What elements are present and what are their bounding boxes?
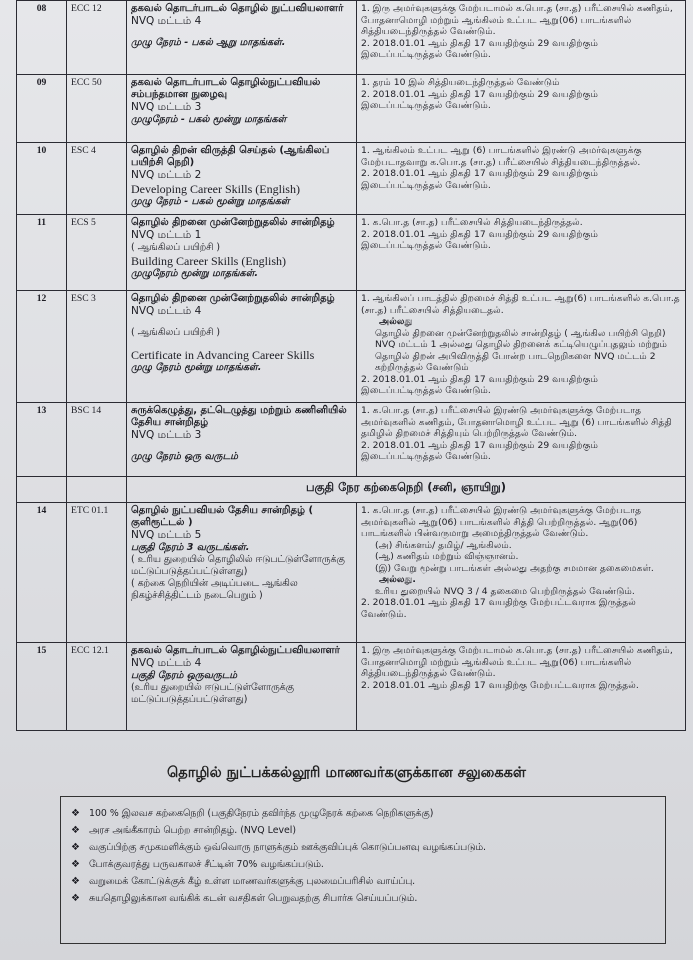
requirements-cell	[357, 643, 686, 731]
course-level: NVQ மட்டம் 1	[131, 229, 202, 241]
requirement: 1. க.பொ.த (சா.த) பரீட்சையில் இரண்டு அமர்வுகளுக்கு மேற்படாத அமர்வுகளில் கணிதம், போதனாமொழி உட்பட ஆறு (6) பாடங்களில் சித்தி தமிழில் திறமைச் சித்தியும் பெற்றிருத்தல் வேண்டும்.	[361, 405, 672, 439]
requirement: 1. க.பொ.த (சா.த) பரீட்சையில் இரண்டு அமர்வுகளுக்கு மேற்படாத அமர்வுகளில் ஆறு(06) பாடங்களில் சித்தி பெற்றிருத்தல். ஆறு(06) பாடங்களில் பின்வருமாறு அமைந்திருத்தல் வேண்டும்.	[361, 505, 642, 539]
diamond-bullet-icon: ❖	[71, 859, 80, 870]
table-row-12	[17, 291, 686, 403]
requirement: 2. 2018.01.01 ஆம் திகதி 17 வயதிற்கும் 29 வயதிற்கும் இடைப்பட்டிருத்தல் வேண்டும்.	[361, 439, 599, 462]
course-subtitle: ( ஆங்கிலப் பயிற்சி )	[131, 327, 221, 338]
requirements-cell	[357, 403, 686, 477]
course-title: தகவல் தொடர்பாடல் தொழில் நுட்பவியலாளர்	[131, 3, 344, 14]
course-number: 10	[17, 143, 67, 215]
requirement: 1. க.பொ.த (சா.த) பரீட்சையில் சித்தியடைந்திருத்தல்.	[361, 217, 583, 228]
benefits-heading: தொழில் நுட்பக்கல்லூரி மாணவர்களுக்கான சலுகைகள்	[166, 765, 527, 781]
course-duration: முழு நேரம் மூன்று மாதங்கள்.	[131, 362, 262, 373]
course-number: 11	[17, 215, 67, 291]
course-number: 13	[17, 403, 67, 477]
requirements-cell	[357, 1, 686, 75]
benefit-text: வறுமைக் கோட்டுக்குக் கீழ் உள்ள மாணவர்களுக்கு புலமைப்பரிசில் வாய்ப்பு.	[89, 876, 416, 887]
requirement: 2. 2018.01.01 ஆம் திகதி 17 வயதிற்கும் 29 வயதிற்கும் இடைப்பட்டிருத்தல் வேண்டும்.	[361, 37, 599, 60]
course-note: (உரிய துறையில் ஈடுபட்டுள்ளோருக்கு மட்டுப்படுத்தப்பட்டுள்ளது)	[131, 682, 294, 705]
course-title: தொழில் திறனை முன்னேற்றுதலில் சான்றிதழ்	[131, 293, 335, 304]
course-title-cell	[127, 403, 357, 477]
course-code: ECC 12	[67, 1, 127, 75]
course-title-cell	[127, 503, 357, 643]
table-row-13	[17, 403, 686, 477]
requirement-subject: (இ) வேறு மூன்று பாடங்கள் அல்லது அதற்கு சமமான தகைமைகள்.	[375, 562, 654, 574]
requirement-subject: (அ) சிங்களம்/ தமிழ்/ ஆங்கிலம்.	[375, 539, 512, 551]
course-title: தொழில் திறனை முன்னேற்றுதலில் சான்றிதழ்	[131, 217, 335, 228]
requirement-subject: (ஆ) கணிதம் மற்றும் விஞ்ஞானம்.	[375, 551, 519, 562]
course-title-cell	[127, 75, 357, 143]
table-row-08	[17, 1, 686, 75]
table-row-14	[17, 503, 686, 643]
requirement: 2. 2018.01.01 ஆம் திகதி 17 வயதிற்கு மேற்பட்டவராக இருத்தல்.	[361, 679, 639, 691]
course-number: 14	[17, 503, 67, 643]
course-level: NVQ மட்டம் 4	[131, 15, 202, 27]
requirement: தொழில் திறனை முன்னேற்றுதலில் சான்றிதழ் ( ஆங்கில பயிற்சி நெறி) NVQ மட்டம் 1 அல்லது தொழில் திறனைக் கட்டியெழுப்புதலும் மற்றும் தொழில் திறன் அபிவிருத்தி போன்ற பாடநெறிகளை NVQ மட்டம் 2 கற்றிருத்தல் வேண்டும்	[375, 327, 667, 373]
section-header-row	[17, 477, 686, 503]
course-level: NVQ மட்டம் 4	[131, 657, 202, 669]
course-code: ETC 01.1	[67, 503, 127, 643]
course-level: NVQ மட்டம் 4	[131, 305, 202, 317]
requirement: 1. ஆங்கிலம் உட்பட ஆறு (6) பாடங்களில் இரண்டு அமர்வுகளுக்கு மேற்படாதவாறு க.பொ.த (சா.த) பரீட்சையில் சித்தியடைந்திருத்தல்.	[361, 145, 642, 168]
requirements-cell	[357, 291, 686, 403]
table-row-15	[17, 643, 686, 731]
course-english-name: Developing Career Skills (English)	[131, 182, 300, 196]
requirement: 2. 2018.01.01 ஆம் திகதி 17 வயதிற்கும் 29 வயதிற்கும் இடைப்பட்டிருத்தல் வேண்டும்.	[361, 228, 599, 251]
list-item	[71, 856, 655, 873]
course-code: BSC 14	[67, 403, 127, 477]
course-title: தகவல் தொடர்பாடல் தொழில்நுட்பவியலாளர்	[131, 645, 340, 656]
benefits-list	[71, 805, 655, 907]
course-title: தொழில் நுட்பவியல் தேசிய சான்றிதழ் ( குளிரூட்டல் )	[131, 505, 314, 528]
course-english-name: Building Career Skills (English)	[131, 254, 286, 268]
requirement: 2. 2018.01.01 ஆம் திகதி 17 வயதிற்கு மேற்பட்டவராக இருத்தல் வேண்டும்.	[361, 597, 636, 620]
course-code: ESC 3	[67, 291, 127, 403]
course-english-name: Certificate in Advancing Career Skills	[131, 348, 315, 362]
course-duration: முழு நேரம் - பகல் ஆறு மாதங்கள்.	[131, 37, 286, 48]
table-row-09	[17, 75, 686, 143]
course-code: ESC 4	[67, 143, 127, 215]
section-title: பகுதி நேர கற்கைநெறி (சனி, ஞாயிறு)	[127, 477, 686, 503]
course-duration: முழு நேரம் ஒரு வருடம்	[131, 451, 238, 462]
requirements-cell	[357, 503, 686, 643]
course-code: ECS 5	[67, 215, 127, 291]
requirement: 1. இரு அமர்வுகளுக்கு மேற்படாமல் க.பொ.த (சா.த) பரீட்சையில் கணிதம், போதனாமொழி மற்றும் ஆங்கிலம் உட்பட ஆறு(06) பாடங்களில் சித்தியடைந்திருத்தல் வேண்டும்.	[361, 3, 673, 37]
benefit-text: போக்குவரத்து பருவகாலச் சீட்டின் 70% வழங்கப்படும்.	[89, 859, 324, 870]
course-title-cell	[127, 643, 357, 731]
course-code: ECC 50	[67, 75, 127, 143]
benefits-box	[60, 796, 666, 944]
course-level: NVQ மட்டம் 5	[131, 529, 202, 541]
requirement: 2. 2018.01.01 ஆம் திகதி 17 வயதிற்கும் 29 வயதிற்கும் இடைப்பட்டிருத்தல் வேண்டும்.	[361, 88, 599, 111]
course-title: தொழில் திறன் விருத்தி செய்தல் (ஆங்கிலப் பயிற்சி நெறி)	[131, 145, 330, 168]
benefit-text: வகுப்பிற்கு சமுகமளிக்கும் ஒவ்வொரு நாளுக்கும் ஊக்குவிப்புக் கொடுப்பனவு வழங்கப்படும்.	[89, 842, 486, 853]
list-item	[71, 873, 655, 890]
requirement: 2. 2018.01.01 ஆம் திகதி 17 வயதிற்கும் 29 வயதிற்கும் இடைப்பட்டிருத்தல் வேண்டும்.	[361, 168, 599, 191]
requirement: 1. இரு அமர்வுகளுக்கு மேற்படாமல் க.பொ.த (சா.த) பரீட்சையில் கணிதம், போதனாமொழி மற்றும் ஆங்கிலம் உட்பட ஆறு(06) பாடங்களில் சித்தியடைந்திருத்தல் வேண்டும்.	[361, 645, 673, 679]
benefit-text: அரச அங்கீகாரம் பெற்ற சான்றிதழ். (NVQ Level)	[89, 825, 297, 836]
list-item	[71, 839, 655, 856]
course-title: தகவல் தொடர்பாடல் தொழில்நுட்பவியல் சம்பந்தமான நுழைவு	[131, 77, 321, 100]
diamond-bullet-icon: ❖	[71, 825, 80, 836]
table-row-11	[17, 215, 686, 291]
course-note: ( கற்கை நெறியின் அடிப்படை ஆங்கில நிகழ்ச்சித்திட்டம் நடைபெறும் )	[131, 578, 298, 601]
course-duration: முழுநேரம் - பகல் மூன்று மாதங்கள்	[131, 114, 287, 125]
requirements-cell	[357, 143, 686, 215]
course-number: 15	[17, 643, 67, 731]
course-duration: பகுதி நேரம் 3 வருடங்கள்.	[131, 542, 250, 553]
course-level: NVQ மட்டம் 2	[131, 169, 202, 181]
course-number: 12	[17, 291, 67, 403]
requirement: 1. ஆங்கிலப் பாடத்தில் திறமைச் சித்தி உட்பட ஆறு(6) பாடங்களில் க.பொ.த (சா.த) பரீட்சையில் சித்தியடைதல்.	[361, 293, 680, 316]
course-title-cell	[127, 215, 357, 291]
course-duration: முழு நேரம் - பகல் மூன்று மாதங்கள்	[131, 196, 290, 207]
diamond-bullet-icon: ❖	[71, 808, 80, 819]
requirement-or: அல்லது.	[379, 574, 416, 585]
requirements-cell	[357, 215, 686, 291]
list-item	[71, 890, 655, 907]
requirement-or: அல்லது	[379, 316, 413, 327]
course-title: சுருக்கெழுத்து, தட்டெழுத்து மற்றும் கணினியில் தேசிய சான்றிதழ்	[131, 405, 347, 428]
benefit-text: 100 % இலவச கற்கைநெறி (பகுதிநேரம் தவிர்ந்த முழுநேரக் கற்கை நெறிகளுக்கு)	[89, 808, 434, 819]
requirement: 2. 2018.01.01 ஆம் திகதி 17 வயதிற்கும் 29 வயதிற்கும் இடைப்பட்டிருத்தல் வேண்டும்.	[361, 373, 599, 396]
list-item	[71, 805, 655, 822]
diamond-bullet-icon: ❖	[71, 893, 80, 904]
list-item	[71, 822, 655, 839]
course-duration: முழுநேரம் மூன்று மாதங்கள்.	[131, 268, 258, 279]
requirement: உரிய துறையில் NVQ 3 / 4 தகைமை பெற்றிருத்தல் வேண்டும்.	[375, 585, 635, 597]
diamond-bullet-icon: ❖	[71, 876, 80, 887]
course-level: NVQ மட்டம் 3	[131, 101, 202, 113]
course-title-cell	[127, 291, 357, 403]
course-table	[16, 0, 686, 731]
course-title-cell	[127, 143, 357, 215]
course-number: 08	[17, 1, 67, 75]
diamond-bullet-icon: ❖	[71, 842, 80, 853]
course-number: 09	[17, 75, 67, 143]
course-subtitle: ( ஆங்கிலப் பயிற்சி )	[131, 242, 221, 253]
course-level: NVQ மட்டம் 3	[131, 429, 202, 441]
requirement: 1. தரம் 10 இல் சித்தியடைந்திருத்தல் வேண்டும்	[361, 77, 560, 88]
table-row-10	[17, 143, 686, 215]
course-title-cell	[127, 1, 357, 75]
course-code: ECC 12.1	[67, 643, 127, 731]
course-note: ( உரிய துறையில் தொழிலில் ஈடுபட்டுள்ளோருக்கு மட்டுப்படுத்தப்பட்டுள்ளது)	[131, 554, 345, 577]
requirements-cell	[357, 75, 686, 143]
course-duration: பகுதி நேரம் ஒருவருடம்	[131, 670, 238, 681]
benefit-text: சுயதொழிலுக்கான வங்கிக் கடன் வசதிகள் பெறுவதற்கு சிபார்சு செய்யப்படும்.	[89, 893, 418, 904]
